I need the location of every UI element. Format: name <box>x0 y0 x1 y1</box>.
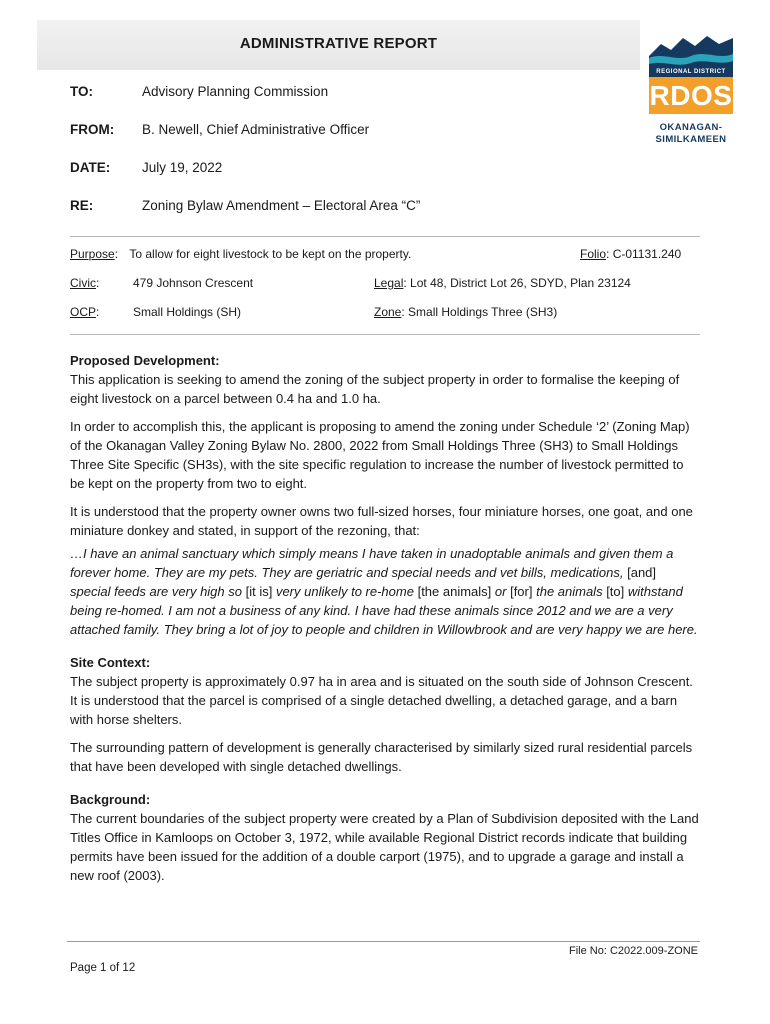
site-context-heading: Site Context: <box>70 655 151 670</box>
logo-sub-line1: OKANAGAN- <box>659 122 723 133</box>
quote-part-3: very unlikely to re-home <box>272 584 418 599</box>
to-label: TO: <box>70 84 93 99</box>
legal-field: Legal: Lot 48, District Lot 26, SDYD, Plan 23124 <box>374 276 631 290</box>
file-number: File No: C2022.009-ZONE <box>569 945 698 957</box>
legal-label: Legal <box>374 276 404 290</box>
proposed-paragraph-3: It is understood that the property owner owns two full-sized horses, four miniature horses, one goat, and one miniature donkey and stated, in support of the rezoning, that: <box>70 504 693 538</box>
rdos-logo <box>645 30 737 160</box>
date-label: DATE: <box>70 160 111 175</box>
background-paragraph-1: The current boundaries of the subject property were created by a Plan of Subdivision deposited with the Land Titles Office in Kamloops on October 3, 1972, while available Regional District records indicate that building permits have been issued for the addition of a double carport (1975), and to upgrade a garage and install a new roof (2003). <box>70 811 699 883</box>
logo-sub-line2: SIMILKAMEEN <box>655 134 727 145</box>
report-body <box>70 351 700 885</box>
from-value: B. Newell, Chief Administrative Officer <box>142 122 370 137</box>
quote-part-6: withstand being re-homed. I am not a business of any kind. I have had these animals since 2012 and we are a very attached family. They bring a lot of joy to people and children in Willowbrook and are very happy we are here. <box>70 584 698 637</box>
civic-label: Civic <box>70 276 96 290</box>
mountain-logo-icon <box>649 30 733 68</box>
re-label: RE: <box>70 198 94 213</box>
logo-main-text: RDOS <box>649 77 733 114</box>
date-value: July 19, 2022 <box>142 160 223 175</box>
quote-insert-2: [it is] <box>245 584 273 599</box>
to-value: Advisory Planning Commission <box>142 84 329 99</box>
folio-value: C-01131.240 <box>612 247 682 261</box>
from-label: FROM: <box>70 122 115 137</box>
quote-insert-5: [to] <box>606 584 625 599</box>
site-context-paragraph-1: The subject property is approximately 0.97 ha in area and is situated on the south side of Johnson Crescent. It is understood that the parcel is comprised of a single detached dwelling, a detached garage, and a barn with horse shelters. <box>70 674 693 727</box>
folio-label: Folio <box>580 247 607 261</box>
civic-value: 479 Johnson Crescent <box>133 276 254 290</box>
site-context-paragraph-2: The surrounding pattern of development is generally characterised by similarly sized rural residential parcels that have been developed with single detached dwellings. <box>70 740 693 774</box>
quote-insert-4: [for] <box>510 584 533 599</box>
quote-insert-3: [the animals] <box>417 584 492 599</box>
footer-divider <box>67 941 700 942</box>
zone-field: Zone: Small Holdings Three (SH3) <box>374 305 558 319</box>
re-value: Zoning Bylaw Amendment – Electoral Area “C” <box>142 198 421 213</box>
info-divider <box>70 334 700 335</box>
quote-insert-1: [and] <box>627 565 657 580</box>
purpose-value: To allow for eight livestock to be kept on the property. <box>129 247 412 261</box>
folio-field: Folio: C-01131.240 <box>580 247 682 261</box>
quote-part-2: special feeds are very high so <box>70 584 246 599</box>
proposed-heading: Proposed Development: <box>70 353 220 368</box>
purpose-field: Purpose: To allow for eight livestock to be kept on the property. <box>70 247 412 261</box>
owner-quote <box>70 544 700 639</box>
zone-label: Zone <box>374 305 402 319</box>
logo-subtitle <box>645 122 737 146</box>
header-bar <box>37 20 640 70</box>
logo-top-text: REGIONAL DISTRICT <box>649 67 733 77</box>
background-heading: Background: <box>70 792 151 807</box>
quote-part-1: …I have an animal sanctuary which simply means I have taken in unadoptable animals and given them a forever home. They are my pets. They are geriatric and special needs and vet bills, medications, <box>70 546 674 580</box>
ocp-field: OCP: <box>70 305 100 319</box>
proposed-paragraph-1: This application is seeking to amend the zoning of the subject property in order to formalise the keeping of eight livestock on a parcel between 0.4 ha and 1.0 ha. <box>70 372 680 406</box>
ocp-value: Small Holdings (SH) <box>133 305 242 319</box>
page-number: Page 1 of 12 <box>70 962 136 974</box>
zone-value: Small Holdings Three (SH3) <box>408 305 558 319</box>
ocp-label: OCP <box>70 305 97 319</box>
legal-value: Lot 48, District Lot 26, SDYD, Plan 23124 <box>410 276 631 290</box>
purpose-label: Purpose <box>70 247 115 261</box>
report-title: ADMINISTRATIVE REPORT <box>239 35 438 52</box>
civic-field: Civic: <box>70 276 100 290</box>
proposed-paragraph-2: In order to accomplish this, the applicant is proposing to amend the zoning under Schedule ‘2’ (Zoning Map) of the Okanagan Valley Zoning Bylaw No. 2800, 2022 from Small Holdings Three (SH3) to Small Holdings Three Site Specific (SH3s), with the site specific regulation to increase the number of livestock permitted to be kept on the property from two to eight. <box>70 419 690 491</box>
quote-part-5: the animals <box>532 584 607 599</box>
quote-part-4: or <box>491 584 511 599</box>
header-divider <box>70 236 700 237</box>
